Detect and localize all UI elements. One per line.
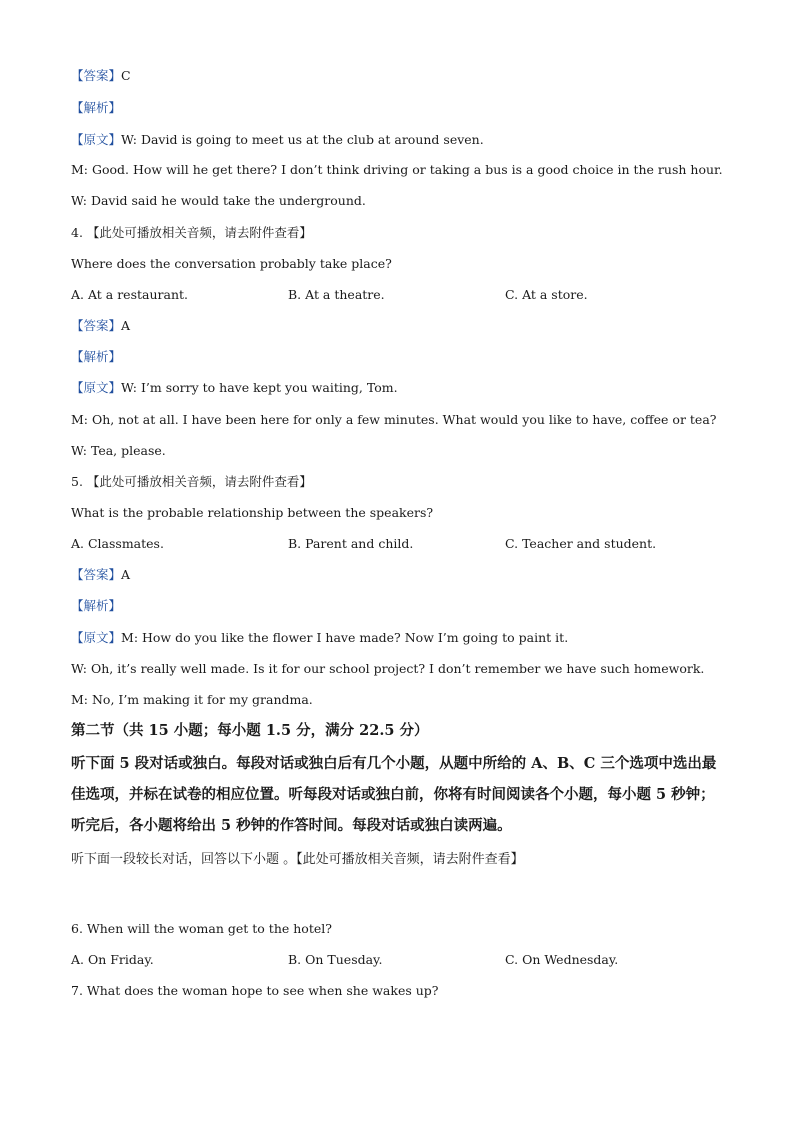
option-a: A. On Friday. — [71, 952, 154, 967]
answer-value: C — [121, 68, 131, 83]
listen-note: 听下面一段较长对话，回答以下小题 。【此处可播放相关音频，请去附件查看】 — [71, 852, 524, 867]
analysis-tag-q3: 【解析】 — [71, 100, 122, 115]
answer-tag: 【答案】 — [71, 318, 122, 333]
script-line-q3-2: M: Good. How will he get there? I don’t think driving or taking a bus is a good choice in the rush hour. — [71, 162, 723, 177]
question-6-text: 6. When will the woman get to the hotel? — [71, 921, 332, 936]
script-text: W: I’m sorry to have kept you waiting, Tom. — [121, 380, 398, 395]
question-4-title: 4. 【此处可播放相关音频，请去附件查看】 — [71, 225, 312, 240]
option-b: B. At a theatre. — [288, 287, 385, 302]
section-heading: 第二节（共 15 小题；每小题 1.5 分，满分 22.5 分） — [71, 722, 429, 739]
answer-value: A — [121, 567, 131, 582]
script-line-q4-2: M: Oh, not at all. I have been here for only a few minutes. What would you like to have, coffee or tea? — [71, 412, 717, 427]
option-b: B. On Tuesday. — [288, 952, 383, 967]
question-5-title: 5. 【此处可播放相关音频，请去附件查看】 — [71, 474, 312, 489]
option-c: C. On Wednesday. — [505, 952, 619, 967]
option-a: A. At a restaurant. — [71, 287, 188, 302]
analysis-tag-q4: 【解析】 — [71, 349, 122, 364]
script-line-q3-1 — [71, 132, 484, 148]
script-text: W: David is going to meet us at the club at around seven. — [121, 132, 484, 147]
script-text: M: How do you like the flower I have made? Now I’m going to paint it. — [121, 630, 569, 645]
answer-tag: 【答案】 — [71, 567, 122, 582]
option-c: C. Teacher and student. — [505, 536, 657, 551]
script-line-q5-3: M: No, I’m making it for my grandma. — [71, 692, 313, 707]
script-line-q3-3: W: David said he would take the underground. — [71, 193, 366, 208]
answer-line-q4 — [71, 318, 130, 334]
answer-line-q3 — [71, 68, 131, 84]
option-b: B. Parent and child. — [288, 536, 414, 551]
question-4-text: Where does the conversation probably take place? — [71, 256, 392, 271]
script-tag: 【原文】 — [71, 132, 122, 147]
script-line-q5-2: W: Oh, it’s really well made. Is it for our school project? I don’t remember we have such homework. — [71, 661, 705, 676]
answer-value: A — [121, 318, 131, 333]
script-line-q4-1 — [71, 380, 398, 396]
answer-line-q5 — [71, 567, 130, 583]
analysis-tag-q5: 【解析】 — [71, 598, 122, 613]
script-tag: 【原文】 — [71, 630, 122, 645]
script-line-q4-3: W: Tea, please. — [71, 443, 166, 458]
question-7-text: 7. What does the woman hope to see when she wakes up? — [71, 983, 439, 998]
option-a: A. Classmates. — [71, 536, 164, 551]
script-line-q5-1 — [71, 630, 568, 646]
section-instruction: 听下面 5 段对话或独白。每段对话或独白后有几个小题，从题中所给的 A、B、C 三个选项中选出最佳选项，并标在试卷的相应位置。听每段对话或独白前，你将有时间阅读各个小题，每小题 5 秒钟；听完后，各小题将给出 5 秒钟的作答时间。每段对话或独白读两遍。 — [71, 755, 717, 834]
answer-tag: 【答案】 — [71, 68, 122, 83]
question-5-text: What is the probable relationship between the speakers? — [71, 505, 434, 520]
option-c: C. At a store. — [505, 287, 588, 302]
script-tag: 【原文】 — [71, 380, 122, 395]
